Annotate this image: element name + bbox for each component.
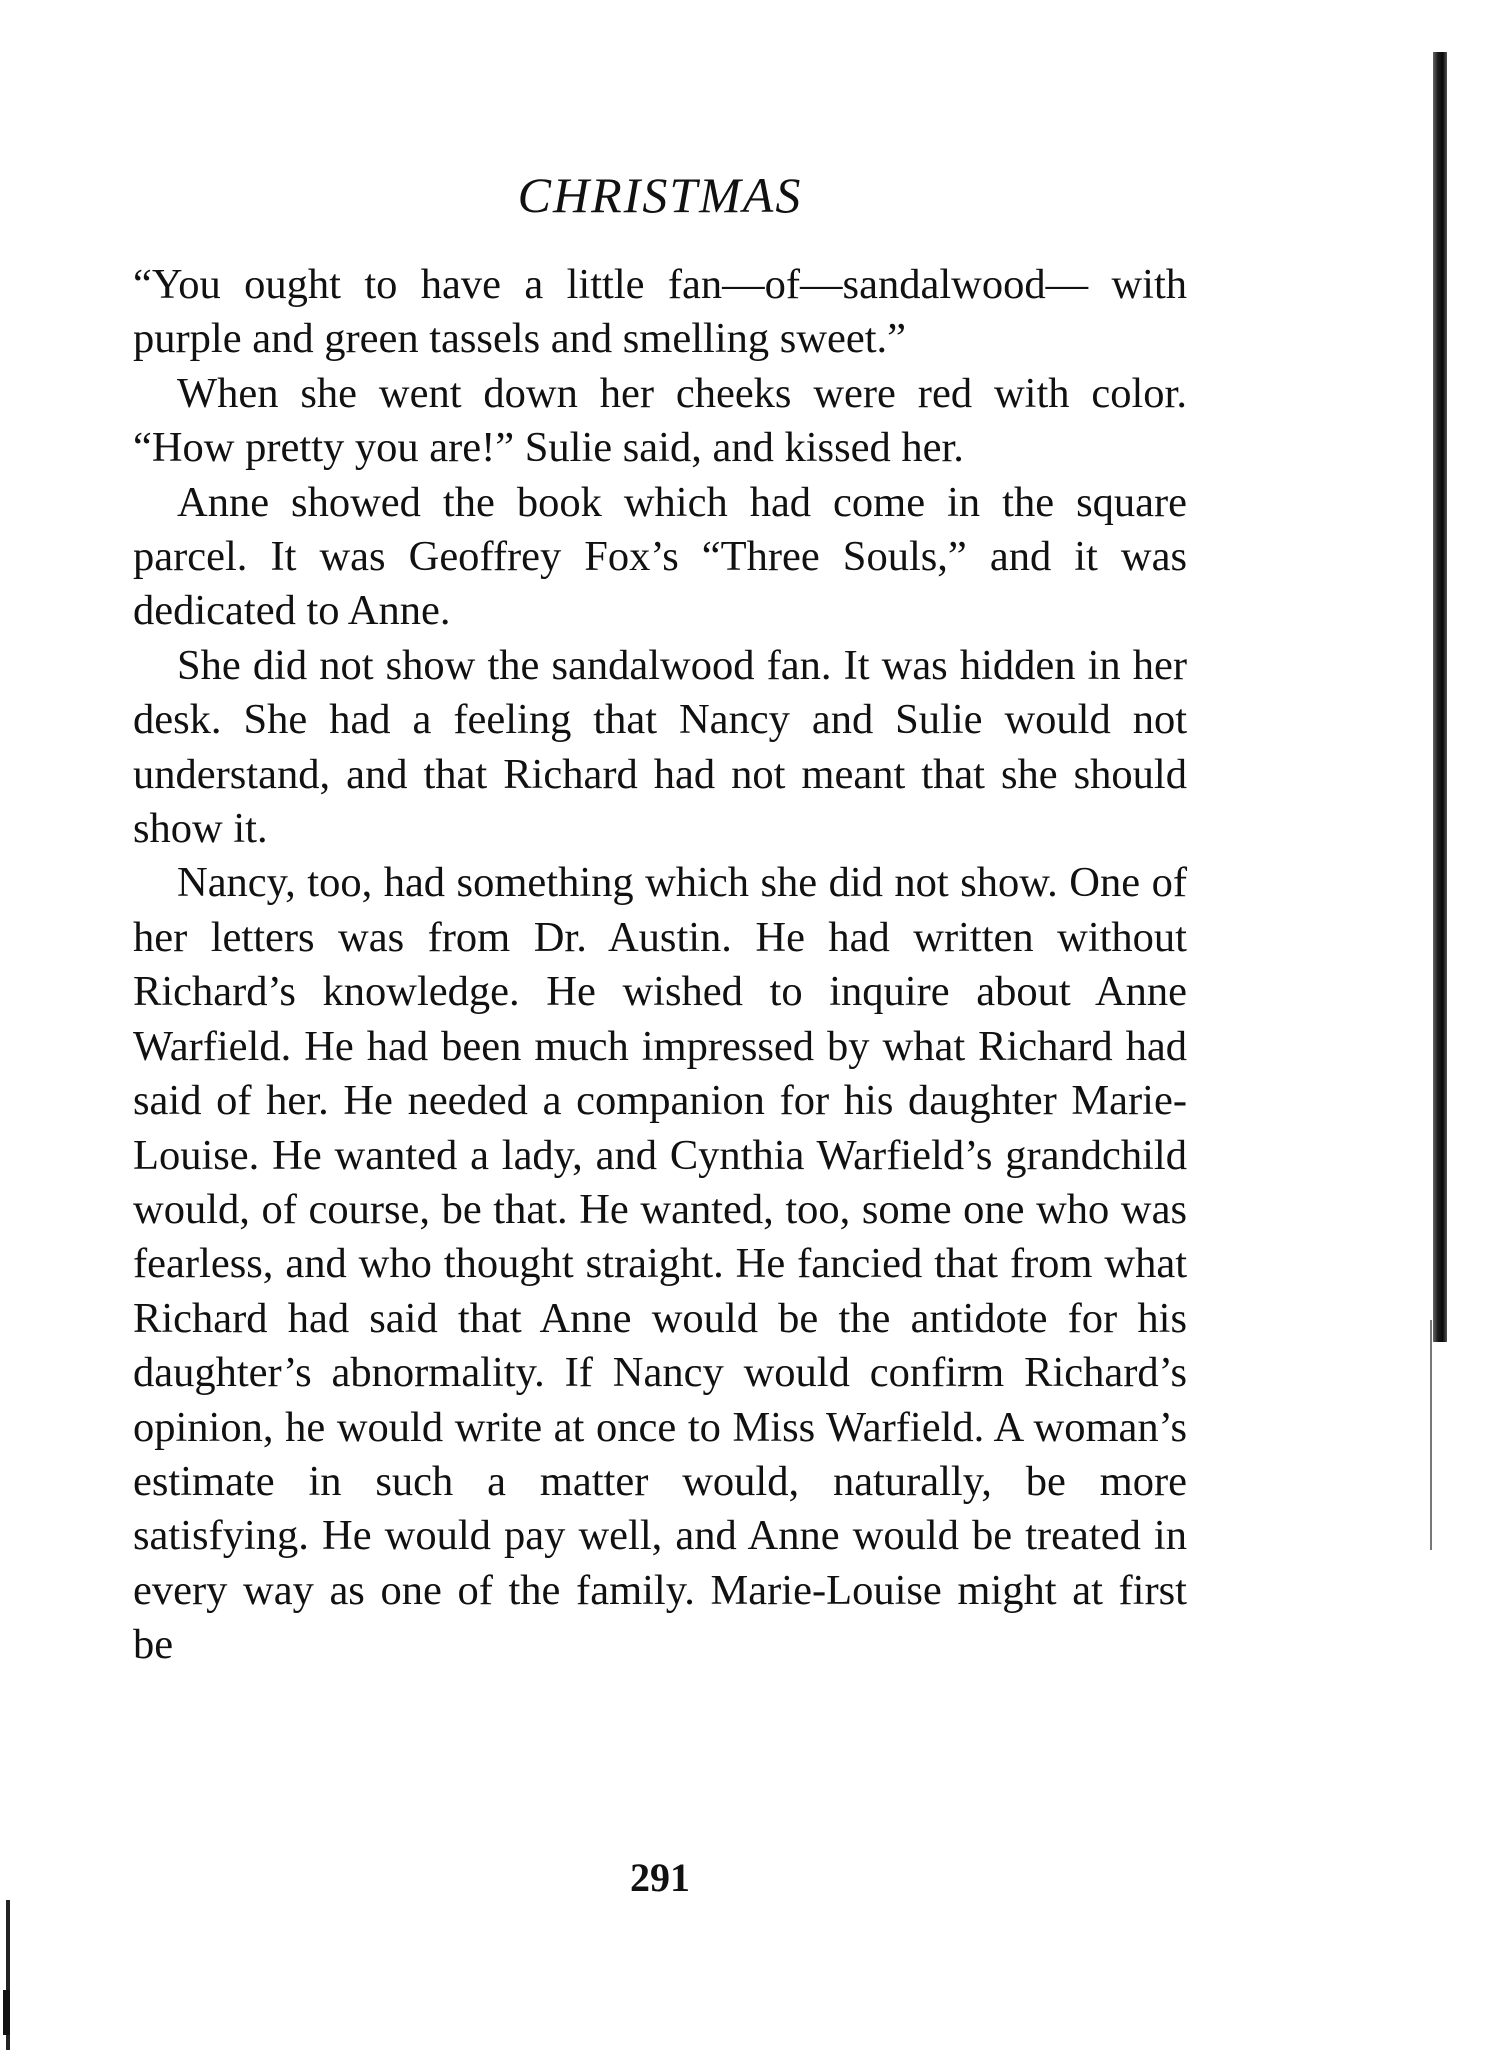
paragraph: When she went down her cheeks were red with color. “How pretty you are!” Sulie said, and kissed her.	[133, 369, 1187, 472]
page-edge-mark-lower	[3, 1990, 10, 2035]
paragraph: She did not show the sandalwood fan. It was hidden in her desk. She had a feeling that Nancy and Sulie would not understand, and that Richard had not meant that she should show it.	[133, 641, 1187, 853]
page-number: 291	[630, 1855, 690, 1900]
paragraph: Anne showed the book which had come in the square parcel. It was Geoffrey Fox’s “Three Souls,” and it was dedicated to Anne.	[133, 478, 1187, 635]
running-head: CHRISTMAS	[517, 167, 803, 223]
page-gutter-line	[1430, 1320, 1432, 1550]
paragraph: Nancy, too, had something which she did not show. One of her letters was from Dr. Austin. He had written without Richard’s knowledge. He wished to inquire about Anne Warfield. He had been much impressed by what Richard had said of her. He needed a companion for his daughter Marie-Louise. He wanted a lady, and Cynthia Warfield’s grandchild would, of course, be that. He wanted, too, some one who was fearless, and who thought straight. He fancied that from what Richard had said that Anne would be the antidote for his daughter’s abnormality. If Nancy would confirm Richard’s opinion, he would write at once to Miss Warfield. A woman’s estimate in such a matter would, naturally, be more satisfying. He would pay well, and Anne would be treated in every way as one of the family. Marie-Louise might at first be	[133, 859, 1187, 1669]
body-text	[133, 258, 1187, 1673]
paragraph: “You ought to have a little fan—of—sandalwood— with purple and green tassels and smelling sweet.”	[133, 261, 1187, 363]
page-gutter-shadow	[1433, 52, 1447, 1342]
